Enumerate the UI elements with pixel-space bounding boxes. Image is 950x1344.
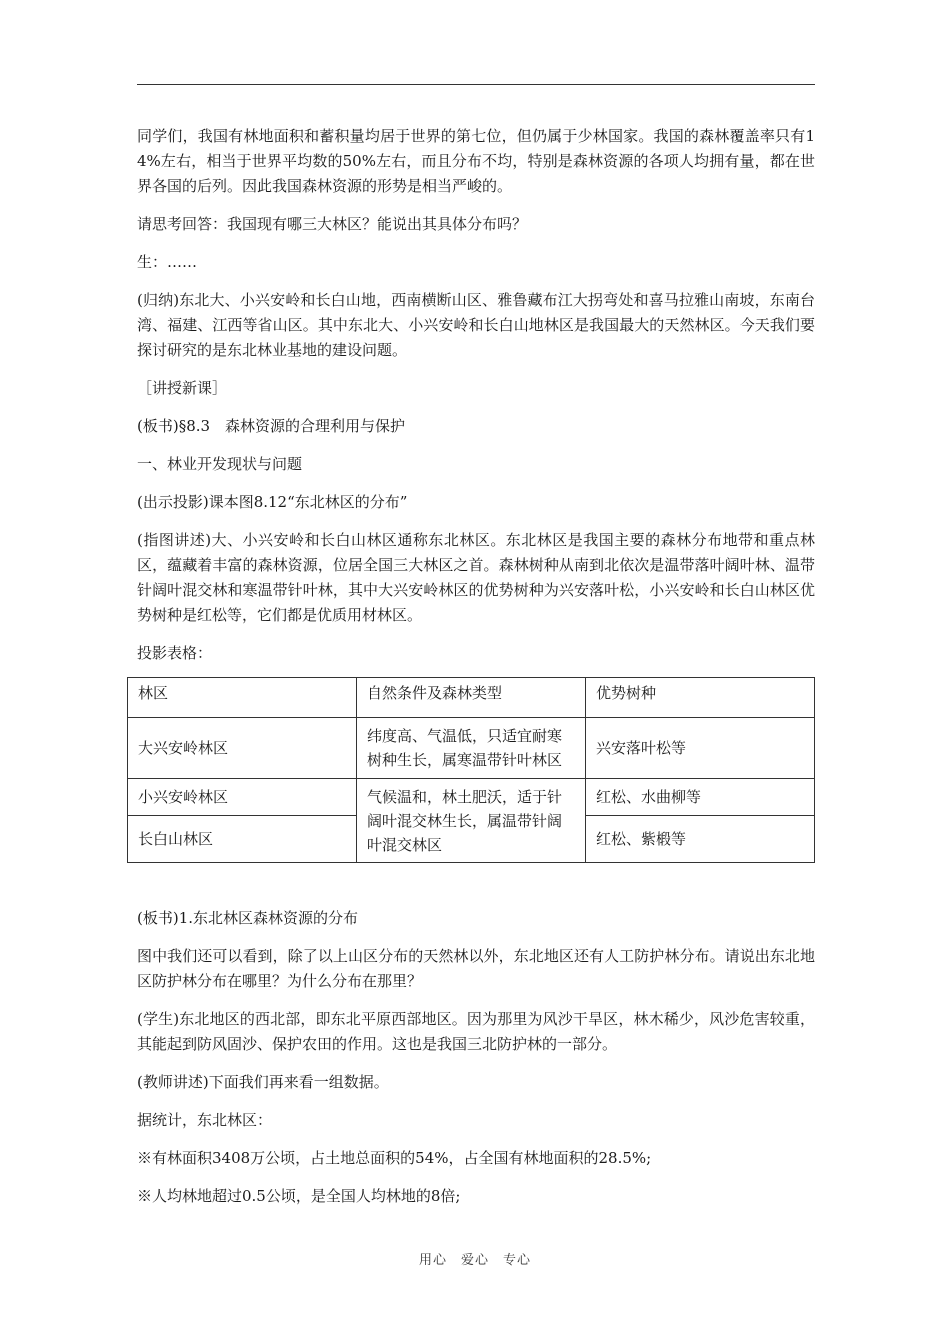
paragraph: (指图讲述)大、小兴安岭和长白山林区通称东北林区。东北林区是我国主要的森林分布地带和重点林区，蕴藏着丰富的森林资源，位居全国三大林区之首。森林树种从南到北依次是温带落叶阔叶林、温带针阔叶混交林和寒温带针叶林，其中大兴安岭林区的优势树种为兴安落叶松，小兴安岭和长白山林区优势树种是红松等，它们都是优质用材林区。	[137, 531, 815, 624]
table-cell-conditions: 纬度高、气温低，只适宜耐寒树种生长，属寒温带针叶林区	[357, 718, 586, 779]
table-cell-species: 红松、紫椴等	[586, 816, 815, 863]
subsection-title: 一、林业开发现状与问题	[137, 455, 303, 473]
table-cell-species: 红松、水曲柳等	[586, 779, 815, 816]
paragraph: 图中我们还可以看到，除了以上山区分布的天然林以外，东北地区还有人工防护林分布。请说出东北地区防护林分布在哪里？为什么分布在那里？	[137, 947, 815, 990]
table-cell-conditions: 气候温和，林土肥沃，适于针阔叶混交林生长，属温带针阔叶混交林区	[357, 779, 586, 863]
paragraph: (归纳)东北大、小兴安岭和长白山地，西南横断山区、雅鲁藏布江大拐弯处和喜马拉雅山南坡，东南台湾、福建、江西等省山区。其中东北大、小兴安岭和长白山地林区是我国最大的天然林区。今天我们要探讨研究的是东北林业基地的建设问题。	[137, 291, 815, 359]
paragraph: 请思考回答：我国现有哪三大林区？能说出其具体分布吗？	[137, 215, 528, 233]
table-header-cell: 优势树种	[586, 678, 815, 718]
paragraph: 同学们，我国有林地面积和蓄积量均居于世界的第七位，但仍属于少林国家。我国的森林覆盖率只有14%左右，相当于世界平均数的50%左右，而且分布不均，特别是森林资源的各项人均拥有量，都在世界各国的后列。因此我国森林资源的形势是相当严峻的。	[137, 127, 815, 195]
paragraph: 据统计，东北林区：	[137, 1111, 273, 1129]
statistic-item: ※人均林地超过0.5公顷，是全国人均林地的8倍;	[137, 1187, 461, 1205]
paragraph: 生：……	[137, 253, 198, 271]
section-title: (板书)§8.3 森林资源的合理利用与保护	[137, 417, 406, 435]
table-cell-region: 长白山林区	[128, 816, 357, 863]
table-row	[128, 779, 815, 816]
table-cell-region: 大兴安岭林区	[128, 718, 357, 779]
section-marker: ［讲授新课］	[137, 379, 228, 397]
header-rule	[137, 84, 815, 85]
table-header-cell: 林区	[128, 678, 357, 718]
table-header-cell: 自然条件及森林类型	[357, 678, 586, 718]
forest-region-table	[127, 677, 815, 863]
after-table-section	[137, 906, 815, 1209]
table-cell-region: 小兴安岭林区	[128, 779, 357, 816]
table-cell-species: 兴安落叶松等	[586, 718, 815, 779]
table-caption: 投影表格：	[137, 644, 213, 662]
statistic-item: ※有林面积3408万公顷，占土地总面积的54%，占全国有林地面积的28.5%;	[137, 1149, 652, 1167]
table-row	[128, 718, 815, 779]
document-body	[137, 124, 815, 1222]
paragraph: (教师讲述)下面我们再来看一组数据。	[137, 1073, 389, 1091]
page-footer: 用心 爱心 专心	[418, 1253, 531, 1268]
paragraph: (学生)东北地区的西北部，即东北平原西部地区。因为那里为风沙干旱区，林木稀少，风沙危害较重，其能起到防风固沙、保护农田的作用。这也是我国三北防护林的一部分。	[137, 1010, 815, 1053]
subsection-title: (板书)1.东北林区森林资源的分布	[137, 909, 359, 927]
paragraph: (出示投影)课本图8.12“东北林区的分布”	[137, 493, 408, 511]
table-header-row	[128, 678, 815, 718]
